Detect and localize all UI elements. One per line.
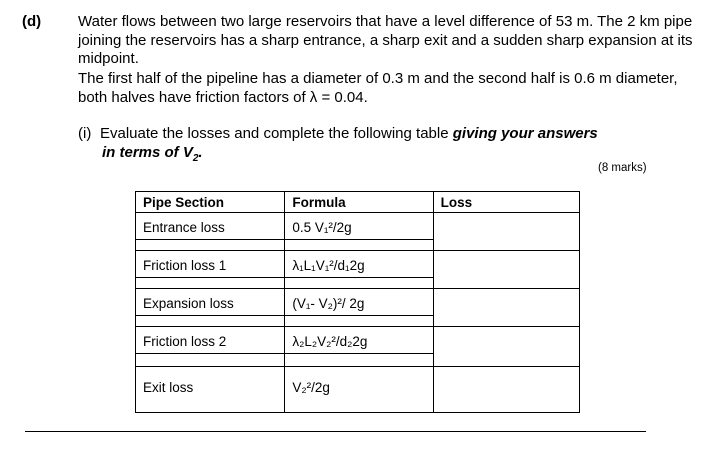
marks-label: (8 marks) <box>598 162 647 174</box>
row-section: Entrance loss <box>136 216 284 240</box>
row-formula: V₂²/2g <box>292 380 330 395</box>
row-formula-cell <box>285 289 433 327</box>
table-row <box>136 213 580 251</box>
row-section-cell <box>136 251 285 289</box>
subquestion-emphasis-2: in terms of V <box>102 143 193 161</box>
table-header-row <box>136 192 580 213</box>
losses-table <box>135 191 580 413</box>
row-formula: 0.5 V₁²/2g <box>285 216 432 240</box>
row-formula: λ₁L₁V₁²/d₁2g <box>285 254 432 278</box>
row-formula-cell <box>285 213 433 251</box>
row-section-cell <box>136 327 285 367</box>
table-row <box>136 327 580 367</box>
table-row <box>136 251 580 289</box>
subquestion-emphasis-1: giving your answers <box>452 125 598 142</box>
question-paragraph-2: The first half of the pipeline has a diameter of 0.3 m and the second half is 0.6 m diameter, both halves have friction factors of λ = 0.04. <box>78 70 678 106</box>
subquestion-emphasis-sub: 2 <box>192 152 199 164</box>
header-loss: Loss <box>433 192 579 213</box>
row-formula-cell <box>285 327 433 367</box>
row-formula-cell <box>285 367 433 413</box>
row-section: Exit loss <box>143 380 194 395</box>
table-row <box>136 367 580 413</box>
bottom-rule <box>25 431 646 432</box>
header-formula: Formula <box>285 192 433 213</box>
row-loss-cell[interactable] <box>433 289 579 327</box>
subquestion <box>78 125 678 168</box>
row-section: Friction loss 1 <box>136 254 284 278</box>
row-formula: (V₁- V₂)²/ 2g <box>285 292 432 316</box>
row-formula: λ₂L₂V₂²/d₂2g <box>285 330 432 354</box>
row-loss-cell[interactable] <box>433 213 579 251</box>
question-paragraph-1: Water flows between two large reservoirs that have a level difference of 53 m. The 2 km pipe joining the reservoirs has a sharp entrance, a sharp exit and a sudden sharp expansion at its midpoint. <box>78 13 693 67</box>
row-section-cell <box>136 367 285 413</box>
subquestion-emphasis-end: . <box>198 143 203 161</box>
row-section: Expansion loss <box>136 292 284 316</box>
row-loss-cell[interactable] <box>433 367 579 413</box>
row-loss-cell[interactable] <box>433 327 579 367</box>
table-row <box>136 289 580 327</box>
row-section-cell <box>136 289 285 327</box>
row-section: Friction loss 2 <box>136 330 284 354</box>
subquestion-text: Evaluate the losses and complete the following table <box>100 125 453 142</box>
subquestion-number: (i) <box>78 125 92 142</box>
header-pipe-section: Pipe Section <box>136 192 285 213</box>
question-label: (d) <box>22 13 42 30</box>
row-formula-cell <box>285 251 433 289</box>
row-loss-cell[interactable] <box>433 251 579 289</box>
row-section-cell <box>136 213 285 251</box>
